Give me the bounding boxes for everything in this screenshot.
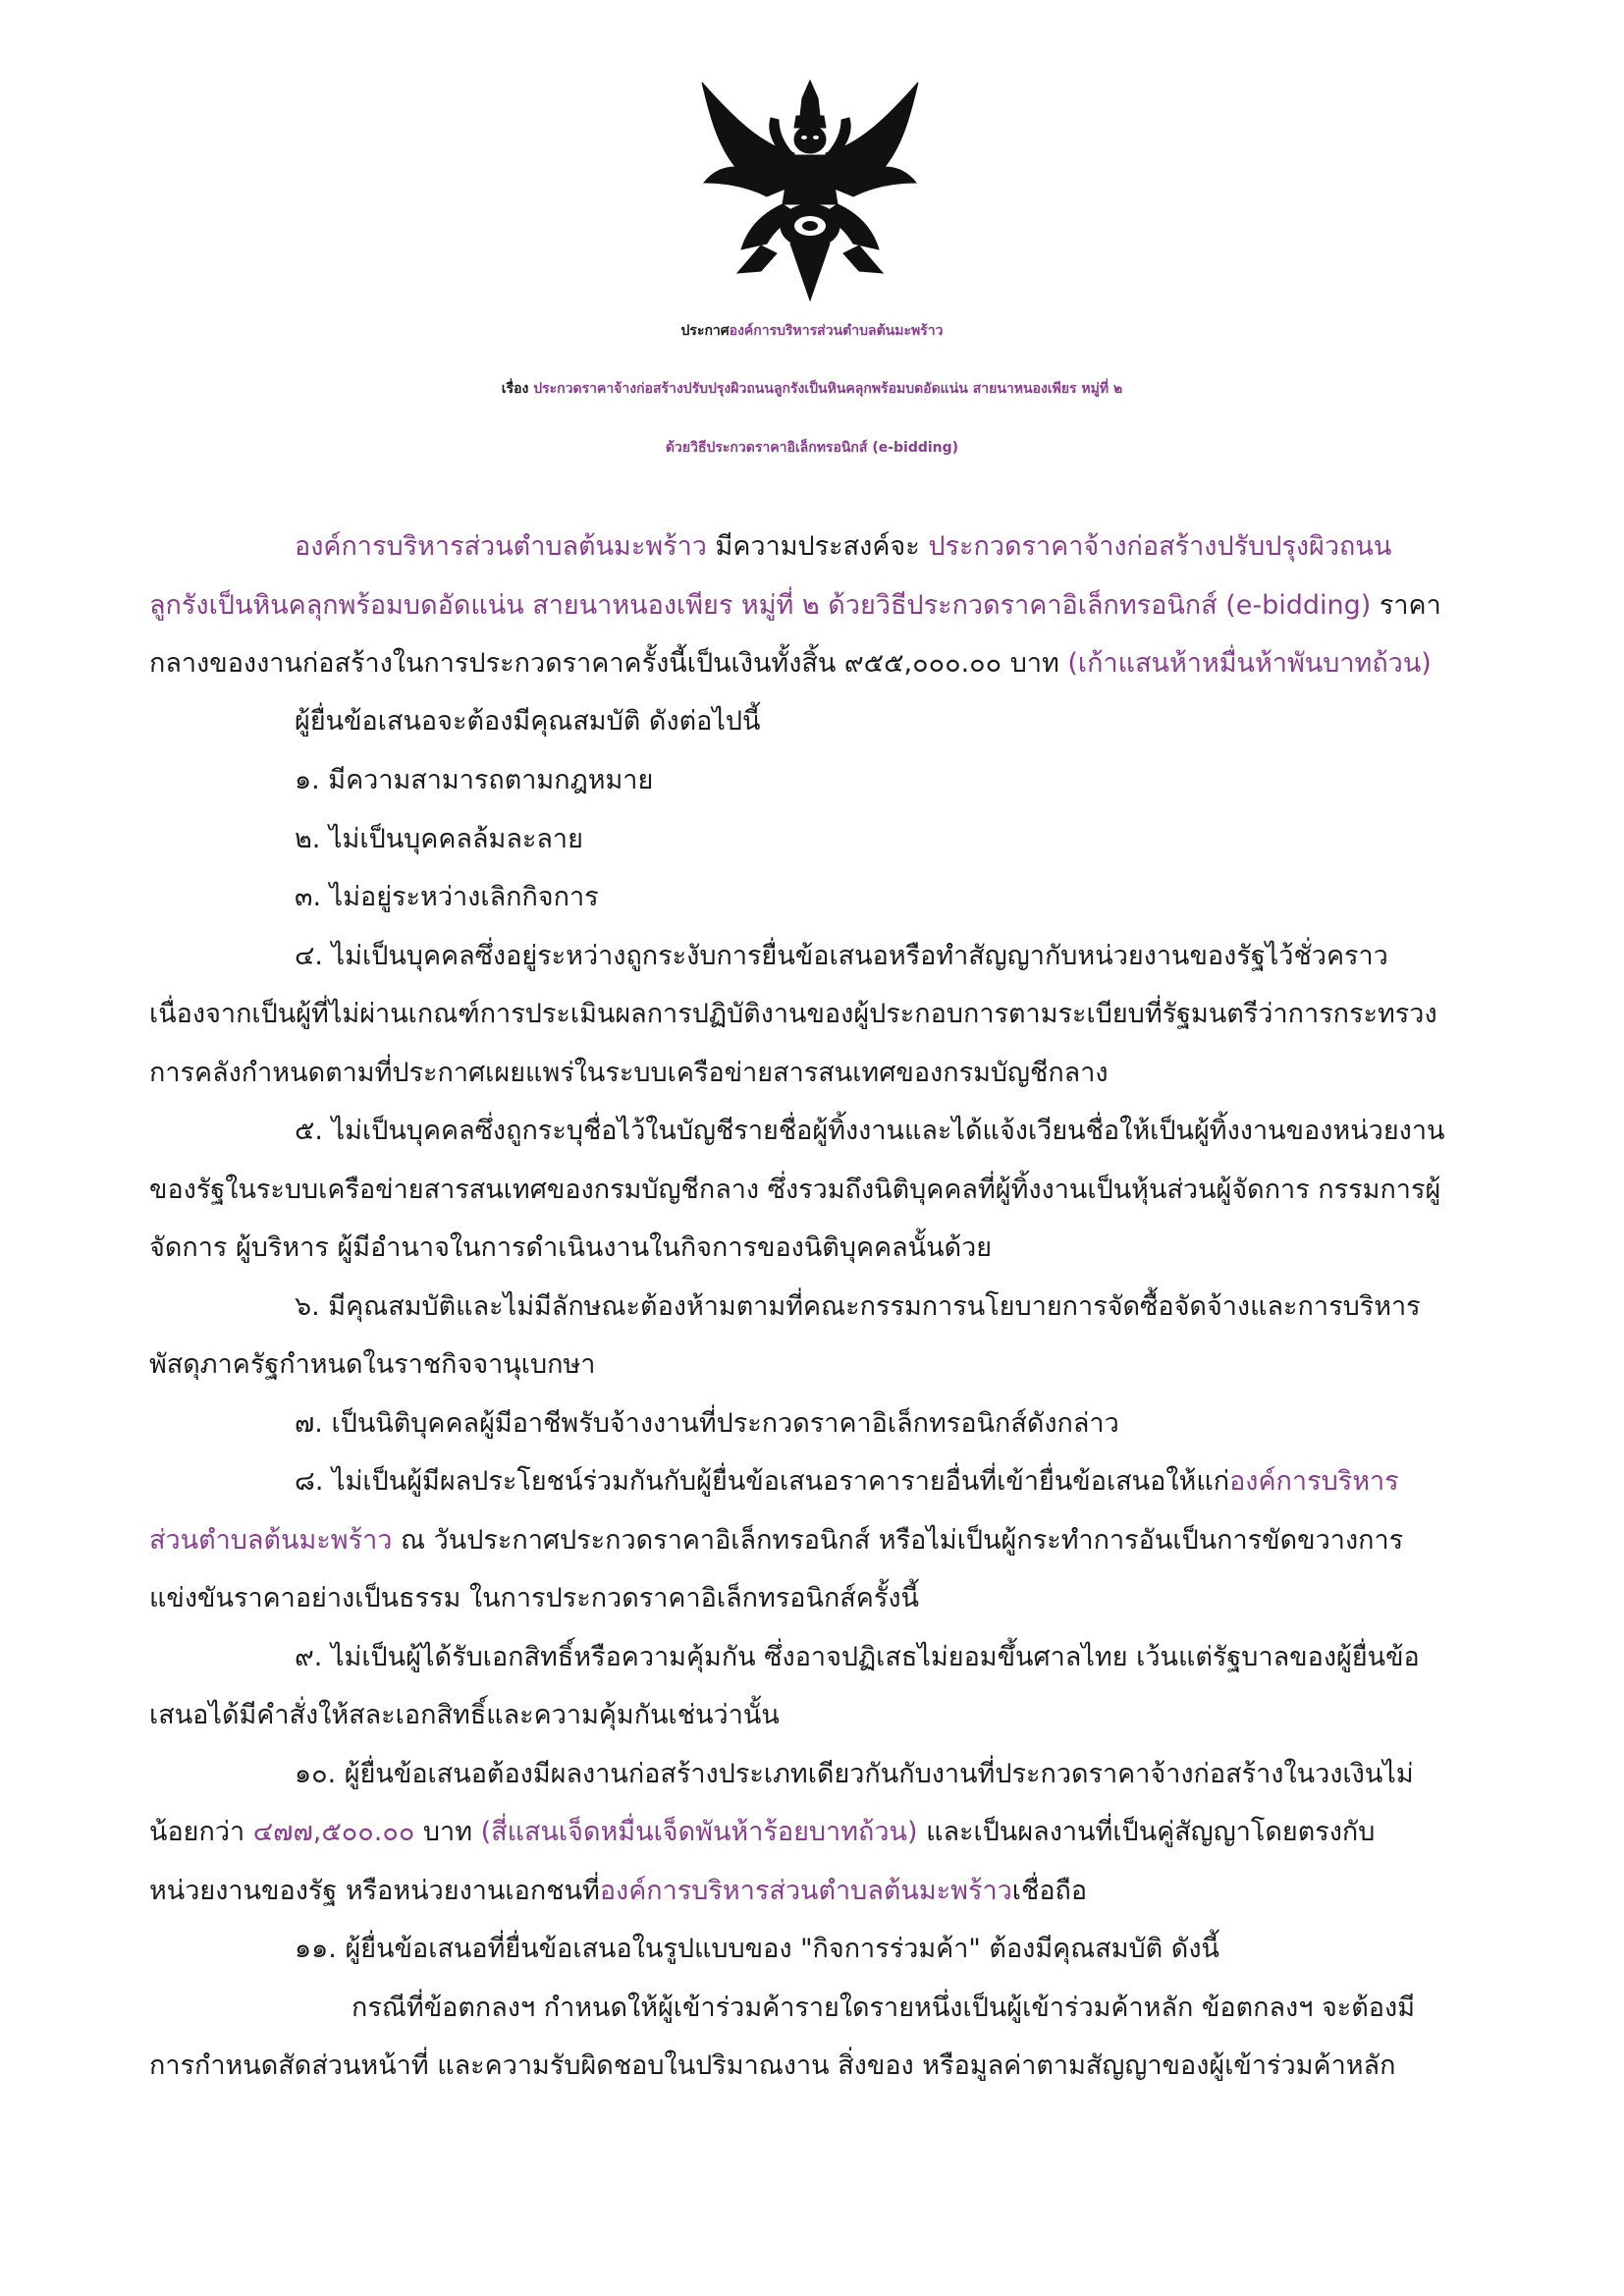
q8-org-part-2: ส่วนตำบลต้นมะพร้าว bbox=[149, 1525, 393, 1556]
qualification-4-line-1: ๔. ไม่เป็นบุคคลซึ่งอยู่ระหว่างถูกระงับการยื่นข้อเสนอหรือทำสัญญากับหน่วยงานของรัฐไว้ชั่วคราว bbox=[295, 941, 1388, 971]
qualification-2: ๒. ไม่เป็นบุคคลล้มละลาย bbox=[295, 824, 583, 854]
qualifications-heading: ผู้ยื่นข้อเสนอจะต้องมีคุณสมบัติ ดังต่อไปนี้ bbox=[295, 706, 761, 737]
qualification-10-line-2 bbox=[149, 1816, 1375, 1849]
q10-text-4: เชื่อถือ bbox=[1011, 1876, 1088, 1906]
subject-text: ประกวดราคาจ้างก่อสร้างปรับปรุงผิวถนนลูกรังเป็นหินคลุกพร้อมบดอัดแน่น สายนาหนองเพียร หมู่ที่ ๒ bbox=[533, 381, 1123, 397]
intro-line-2 bbox=[149, 589, 1441, 623]
qualification-9-line-2: เสนอได้มีคำสั่งให้สละเอกสิทธิ์และความคุ้มกันเช่นว่านั้น bbox=[149, 1700, 780, 1730]
qualification-5-line-3: จัดการ ผู้บริหาร ผู้มีอำนาจในการดำเนินงานในกิจการของนิติบุคคลนั้นด้วย bbox=[149, 1232, 993, 1263]
qualification-7: ๗. เป็นนิติบุคคลผู้มีอาชีพรับจ้างงานที่ประกวดราคาอิเล็กทรอนิกส์ดังกล่าว bbox=[295, 1408, 1119, 1439]
intro-amount-words: (เก้าแสนห้าหมื่นห้าพันบาทถ้วน) bbox=[1067, 648, 1432, 679]
qualification-11-paragraph-line-2: การกำหนดสัดส่วนหน้าที่ และความรับผิดชอบในปริมาณงาน สิ่งของ หรือมูลค่าตามสัญญาของผู้เข้าร่วมค้าหลัก bbox=[149, 2050, 1396, 2081]
qualification-1: ๑. มีความสามารถตามกฎหมาย bbox=[295, 765, 654, 795]
title-prefix: ประกาศ bbox=[680, 323, 730, 339]
q10-text-1: น้อยกว่า bbox=[149, 1817, 253, 1847]
garuda-emblem-icon bbox=[692, 77, 928, 304]
q8-org-part-1: องค์การบริหาร bbox=[1229, 1466, 1399, 1497]
qualification-6-line-2: พัสดุภาครัฐกำหนดในราชกิจจานุเบกษา bbox=[149, 1349, 596, 1380]
subject-label: เรื่อง bbox=[501, 381, 529, 397]
intro-line-3 bbox=[149, 647, 1432, 681]
q10-text-2: และเป็นผลงานที่เป็นคู่สัญญาโดยตรงกับ bbox=[917, 1817, 1376, 1847]
qualification-8-line-3: แข่งขันราคาอย่างเป็นธรรม ในการประกวดราคาอิเล็กทรอนิกส์ครั้งนี้ bbox=[149, 1583, 919, 1613]
intro-project-a: ประกวดราคาจ้างก่อสร้างปรับปรุงผิวถนน bbox=[928, 531, 1392, 562]
intro-currency: บาท bbox=[1001, 648, 1068, 679]
intro-text-3: กลางของงานก่อสร้างในการประกวดราคาครั้งนี้เป็นเงินทั้งสิ้น bbox=[149, 648, 844, 679]
qualification-4-line-2: เนื่องจากเป็นผู้ที่ไม่ผ่านเกณฑ์การประเมินผลการปฏิบัติงานของผู้ประกอบการตามระเบียบที่รัฐมนตรีว่าการกระทรวง bbox=[149, 999, 1437, 1029]
qualification-4-line-3: การคลังกำหนดตามที่ประกาศเผยแพร่ในระบบเครือข่ายสารสนเทศของกรมบัญชีกลาง bbox=[149, 1058, 1109, 1088]
announcement-subject bbox=[0, 378, 1624, 400]
intro-text-1: มีความประสงค์จะ bbox=[706, 531, 929, 562]
q10-amount-words: (สี่แสนเจ็ดหมื่นเจ็ดพันห้าร้อยบาทถ้วน) bbox=[480, 1817, 918, 1847]
qualification-9-line-1: ๙. ไม่เป็นผู้ได้รับเอกสิทธิ์หรือความคุ้มกัน ซึ่งอาจปฏิเสธไม่ยอมขึ้นศาลไทย เว้นแต่รัฐบาลของผู้ยื่นข้อ bbox=[295, 1642, 1420, 1672]
intro-project-b: ลูกรังเป็นหินคลุกพร้อมบดอัดแน่น สายนาหนองเพียร หมู่ที่ ๒ ด้วยวิธีประกวดราคาอิเล็กทรอนิกส์ (e-bidding) bbox=[149, 590, 1372, 621]
intro-line-1 bbox=[295, 530, 1391, 564]
q8-text-2: ณ วันประกาศประกวดราคาอิเล็กทรอนิกส์ หรือไม่เป็นผู้กระทำการอันเป็นการขัดขวางการ bbox=[392, 1525, 1404, 1556]
qualification-10-line-1: ๑๐. ผู้ยื่นข้อเสนอต้องมีผลงานก่อสร้างประเภทเดียวกันกับงานที่ประกวดราคาจ้างก่อสร้างในวงเงินไม่ bbox=[295, 1759, 1414, 1789]
q10-org: องค์การบริหารส่วนตำบลต้นมะพร้าว bbox=[599, 1876, 1012, 1906]
qualification-11-paragraph-line-1: กรณีที่ข้อตกลงฯ กำหนดให้ผู้เข้าร่วมค้ารายใดรายหนึ่งเป็นผู้เข้าร่วมค้าหลัก ข้อตกลงฯ จะต้องมี bbox=[352, 1993, 1416, 2023]
q10-amount: ๔๗๗,๕๐๐.๐๐ bbox=[252, 1817, 415, 1847]
qualification-6-line-1: ๖. มีคุณสมบัติและไม่มีลักษณะต้องห้ามตามที่คณะกรรมการนโยบายการจัดซื้อจัดจ้างและการบริหาร bbox=[295, 1291, 1421, 1322]
intro-org: องค์การบริหารส่วนตำบลต้นมะพร้าว bbox=[295, 531, 707, 562]
intro-text-2: ราคา bbox=[1371, 590, 1441, 621]
qualification-8-line-2 bbox=[149, 1524, 1403, 1558]
qualification-5-line-2: ของรัฐในระบบเครือข่ายสารสนเทศของกรมบัญชีกลาง ซึ่งรวมถึงนิติบุคคลที่ผู้ทิ้งงานเป็นหุ้นส่วนผู้จัดการ กรรมการผู้ bbox=[149, 1175, 1441, 1205]
q10-text-3: หน่วยงานของรัฐ หรือหน่วยงานเอกชนที่ bbox=[149, 1876, 600, 1906]
q8-text-1: ๘. ไม่เป็นผู้มีผลประโยชน์ร่วมกันกับผู้ยื่นข้อเสนอราคารายอื่นที่เข้ายื่นข้อเสนอให้แก่ bbox=[295, 1466, 1230, 1497]
announcement-method: ด้วยวิธีประกวดราคาอิเล็กทรอนิกส์ (e-bidding) bbox=[665, 440, 959, 456]
title-org: องค์การบริหารส่วนตำบลต้นมะพร้าว bbox=[729, 323, 944, 339]
qualification-3: ๓. ไม่อยู่ระหว่างเลิกกิจการ bbox=[295, 882, 599, 912]
qualification-8-line-1 bbox=[295, 1465, 1399, 1499]
intro-amount: ๙๕๕,๐๐๐.๐๐ bbox=[843, 648, 1002, 679]
qualification-5-line-1: ๕. ไม่เป็นบุคคลซึ่งถูกระบุชื่อไว้ในบัญชีรายชื่อผู้ทิ้งงานและได้แจ้งเวียนชื่อให้เป็นผู้ทิ้งงานของหน่วยงาน bbox=[295, 1116, 1445, 1146]
qualification-10-line-3 bbox=[149, 1875, 1087, 1908]
announcement-title bbox=[0, 320, 1624, 342]
qualification-11: ๑๑. ผู้ยื่นข้อเสนอที่ยื่นข้อเสนอในรูปแบบของ "กิจการร่วมค้า" ต้องมีคุณสมบัติ ดังนี้ bbox=[295, 1934, 1219, 1964]
q10-currency: บาท bbox=[414, 1817, 481, 1847]
